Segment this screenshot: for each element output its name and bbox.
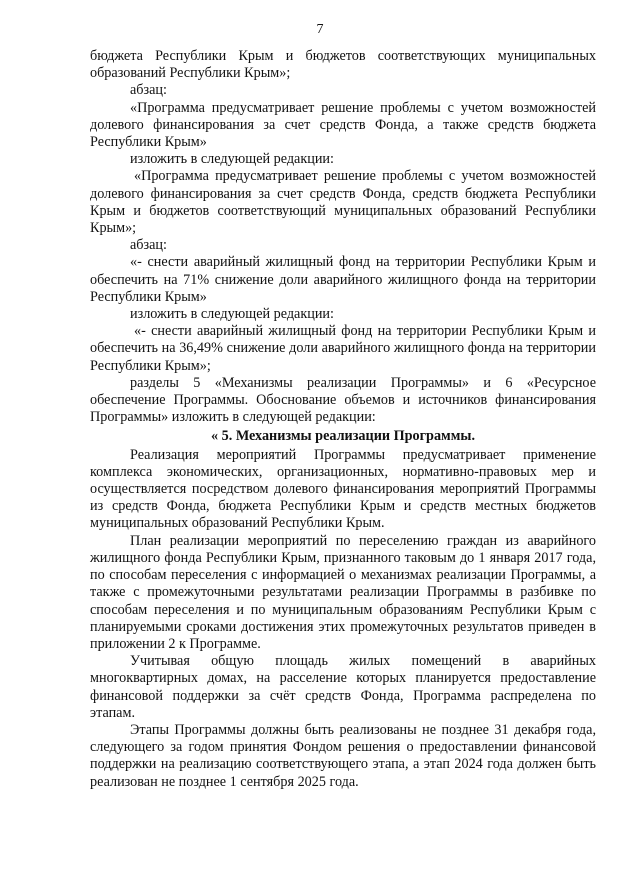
paragraph-stages-distribution: Учитывая общую площадь жилых помещений в аварийных многоквартирных домах, на расселение которых планируется предоставление финансовой поддержки за счёт средств Фонда, Программа распределена по этапам. <box>90 653 596 721</box>
label-paragraph: абзац: <box>130 82 167 99</box>
paragraph-budget-clause: бюджета Республики Крым и бюджетов соответствующих муниципальных образований Республики Крым»; <box>90 48 596 82</box>
quote-old-program-clause: «Программа предусматривает решение проблемы с учетом возможностей долевого финансирования за счет средств Фонда, а также средств бюджета Республики Крым» <box>90 99 596 151</box>
quote-new-program-clause: «Программа предусматривает решение проблемы с учетом возможностей долевого финансирования за счет средств Фонда, средств бюджета Республики Крым и бюджетов соответствующий муниципальных образований Республики Крым»; <box>90 168 596 237</box>
paragraph-resettlement-plan: План реализации мероприятий по переселению граждан из аварийного жилищного фонда Республики Крым, признанного таковым до 1 января 2017 года, по способам переселения с информацией о механизмах реализации Программы, а также с промежуточными результатами реализации Программы в разбивке по способам переселения и по муниципальным образованиям Республики Крым с планируемыми сроками достижения этих промежуточных результатов приведен в приложении 2 к Программе. <box>90 532 596 652</box>
paragraph-implementation: Реализация мероприятий Программы предусматривает применение комплекса экономических, организационных, нормативно-правовых мер и осуществляется посредством долевого финансирования мероприятий Программы из средств Фонда, бюджета Республики Крым и средств местных бюджетов муниципальных образований Республики Крым. <box>90 446 596 532</box>
document-body <box>90 48 596 791</box>
label-new-wording: изложить в следующей редакции: <box>130 306 334 323</box>
sections-replacement-clause: разделы 5 «Механизмы реализации Программы» и 6 «Ресурсное обеспечение Программы. Обоснование объемов и источников финансирования Программы» изложить в следующей редакции: <box>90 374 596 426</box>
label-paragraph: абзац: <box>130 237 167 254</box>
label-new-wording: изложить в следующей редакции: <box>130 151 334 168</box>
quote-new-demolition-clause: «- снести аварийный жилищный фонд на территории Республики Крым и обеспечить на 36,49% снижение доли аварийного жилищного фонда на территории Республики Крым»; <box>90 323 596 374</box>
quote-old-demolition-clause: «- снести аварийный жилищный фонд на территории Республики Крым и обеспечить на 71% снижение доли аварийного жилищного фонда на территории Республики Крым» <box>90 254 596 305</box>
page-number: 7 <box>316 22 324 37</box>
paragraph-stage-deadlines: Этапы Программы должны быть реализованы не позднее 31 декабря года, следующего за годом принятия Фондом решения о предоставлении финансовой поддержки на реализацию соответствующего этапа, а этап 2024 года должен быть реализован не позднее 1 сентября 2025 года. <box>90 721 596 790</box>
section-heading: « 5. Механизмы реализации Программы. <box>211 428 475 445</box>
